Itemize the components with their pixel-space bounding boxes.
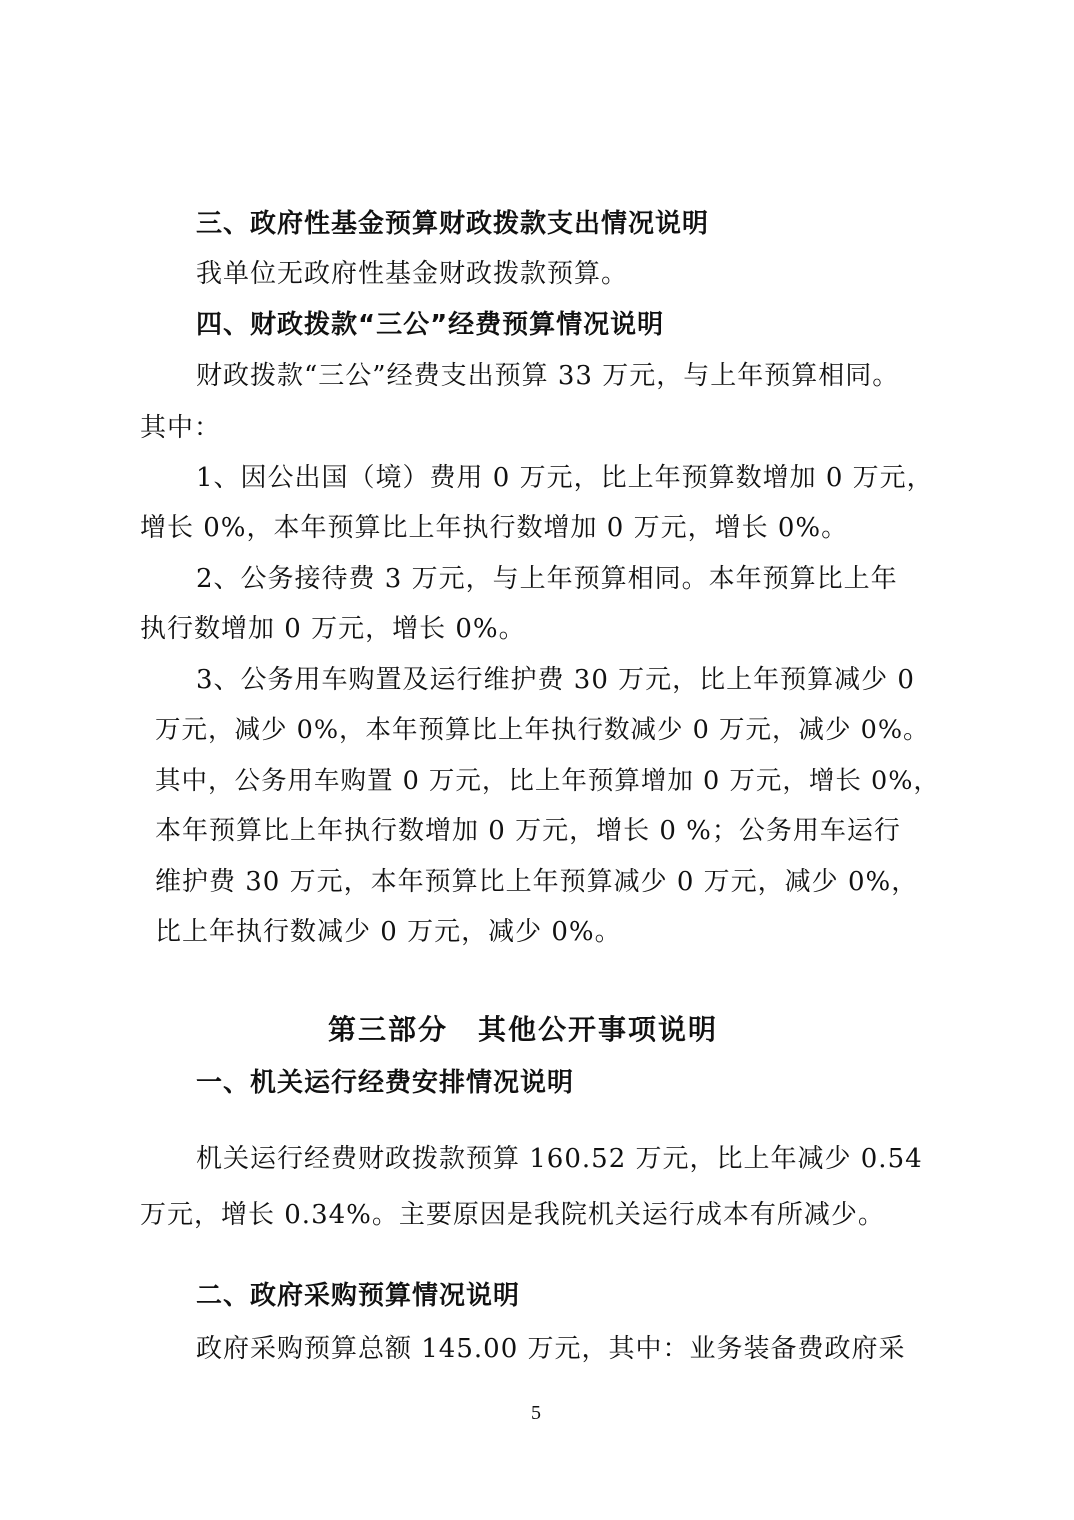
- section4-intro-line1: 财政拨款“三公”经费支出预算 33 万元，与上年预算相同。: [196, 361, 900, 391]
- item3-line5: 维护费 30 万元，本年预算比上年预算减少 0 万元，减少 0%，: [155, 867, 919, 897]
- section3-heading: 三、政府性基金预算财政拨款支出情况说明: [196, 209, 710, 239]
- part3-sub2-line1: 政府采购预算总额 145.00 万元，其中：业务装备费政府采: [196, 1334, 906, 1364]
- item2-line2: 执行数增加 0 万元，增长 0%。: [140, 614, 526, 644]
- section3-body: 我单位无政府性基金财政拨款预算。: [196, 259, 629, 289]
- item1-line2: 增长 0%，本年预算比上年执行数增加 0 万元，增长 0%。: [140, 513, 849, 543]
- part3-sub1-line1: 机关运行经费财政拨款预算 160.52 万元，比上年减少 0.54: [196, 1144, 923, 1174]
- item3-line3: 其中，公务用车购置 0 万元，比上年预算增加 0 万元，增长 0%，: [155, 766, 940, 796]
- part3-title: 第三部分 其他公开事项说明: [328, 1013, 719, 1046]
- section4-heading: 四、财政拨款“三公”经费预算情况说明: [196, 310, 665, 340]
- page-number: 5: [531, 1402, 541, 1424]
- item3-line2: 万元，减少 0%，本年预算比上年执行数减少 0 万元，减少 0%。: [155, 715, 930, 745]
- part3-sub1-heading: 一、机关运行经费安排情况说明: [196, 1068, 575, 1098]
- item3-line1: 3、公务用车购置及运行维护费 30 万元，比上年预算减少 0: [196, 665, 915, 695]
- item1-line1: 1、因公出国（境）费用 0 万元，比上年预算数增加 0 万元，: [196, 463, 934, 493]
- item3-line6: 比上年执行数减少 0 万元，减少 0%。: [155, 917, 622, 947]
- section4-intro-line2: 其中：: [140, 413, 222, 443]
- part3-sub2-heading: 二、政府采购预算情况说明: [196, 1281, 521, 1311]
- item3-line4: 本年预算比上年执行数增加 0 万元，增长 0 %；公务用车运行: [155, 816, 901, 846]
- part3-sub1-line2: 万元，增长 0.34%。主要原因是我院机关运行成本有所减少。: [140, 1200, 885, 1230]
- item2-line1: 2、公务接待费 3 万元，与上年预算相同。本年预算比上年: [196, 564, 898, 594]
